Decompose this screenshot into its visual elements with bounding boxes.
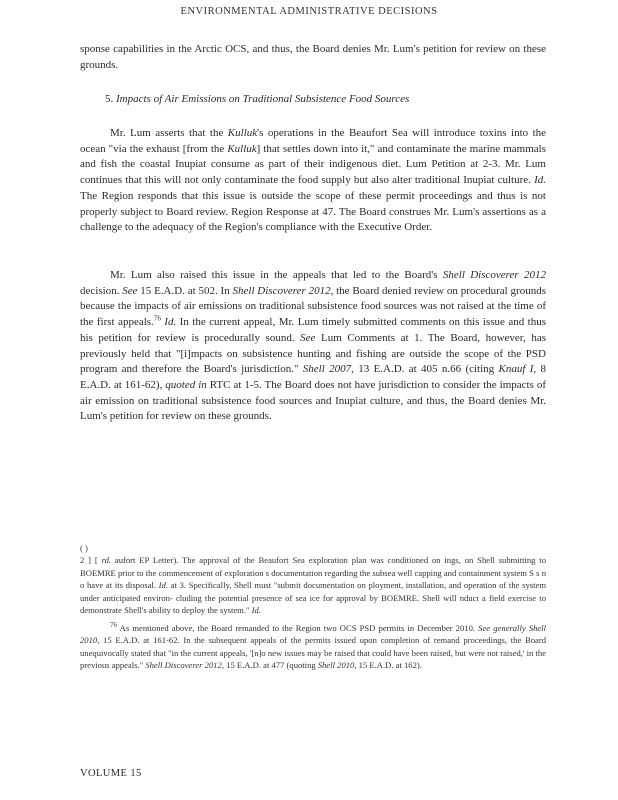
citation-signal: Id. — [158, 580, 168, 591]
text-run: 2 ] [ — [80, 555, 102, 566]
paragraph-lum-assertions — [80, 126, 546, 236]
text-run: rd. — [101, 555, 112, 566]
volume-footer: VOLUME 15 — [80, 768, 142, 779]
citation-signal: Id. — [164, 316, 177, 329]
citation-signal: See — [122, 284, 138, 297]
text-run: 's operations in the Beaufort Sea will introduce toxins into the ocean "via the exhaust [from the — [80, 127, 547, 155]
section-number: 5. — [105, 93, 114, 105]
vessel-name: Kulluk — [227, 142, 257, 155]
text-run: , 15 E.A.D. at 477 (quoting — [221, 660, 318, 671]
text-run: As mentioned above, the Board remanded to the Region two OCS PSD permits in December 2010. — [117, 623, 479, 633]
text-run: Mr. Lum also raised this issue in the appeals that led to the Board's — [110, 269, 443, 281]
text-run: decision. — [80, 284, 123, 297]
citation-signal: Id. — [251, 605, 261, 616]
text-run: The Region responds that this issue is outside the scope of these permit proceedings and thus is not properly subject to Board review. Region Response at 47. The Board construes Mr. Lum's assertions as a challenge to the adequacy of the Region's compliance with the Executive Order. — [80, 189, 546, 234]
paragraph-prior-appeals — [80, 268, 546, 425]
case-name: Knauf I — [498, 363, 534, 376]
case-name: Shell 2010 — [317, 660, 355, 671]
citation-signal: quoted in — [165, 378, 207, 391]
text-run: , 15 E.A.D. at 162). — [354, 660, 422, 671]
paragraph-continued — [80, 42, 546, 73]
text-run: , the Board denied review on procedural grounds because the impacts of air emissions on traditional subsistence food sources was not raised at the time of the first appeals. — [80, 284, 546, 329]
footnote-reference[interactable]: 76 — [153, 314, 161, 323]
text-run: , 15 E.A.D. at 161-62. In the subsequent appeals of the permits issued upon completion of remand proceedings, the Board unequivocally stated that "in the current appeals, '[n]o new issues may be raised that could have been raised, but were not raised,' in the previous appeals." — [80, 635, 546, 671]
case-name: Shell Discoverer 2012 — [145, 660, 222, 671]
section-title: Impacts of Air Emissions on Traditional Subsistence Food Sources — [116, 93, 410, 105]
case-name: Shell Discoverer 2012 — [442, 269, 546, 281]
text-run: RTC at 1-5. The Board does not have jurisdiction to consider the impacts of air emission on traditional subsistence food sources and Inupiat culture, and thus, the Board denies Mr. Lum's petition for review on these grounds. — [80, 378, 546, 423]
citation-signal: See — [300, 331, 316, 344]
text-run: ] that settles down into it," and contaminate the marine mammals and fish the coastal Inupiat consume as part of their indigenous diet. Lum Petition at 2-3. Mr. Lum continues that this will not only contaminate the food supply but also alter traditional Inupiat culture. — [80, 142, 546, 187]
text-run: at 3. Specifically, Shell must "submit documentation on ployment, installation, and operation of the system under anticipated environ- cluding the potential presence of sea ice for approval by BOEMRE. Shell will nduct a field exercise to demonstrate Shell's ability to deploy the system." — [80, 580, 547, 616]
text-run: ( ) — [80, 543, 88, 553]
footnote-76 — [80, 622, 546, 672]
citation-signal: Id. — [534, 174, 546, 187]
footnote-continued — [80, 542, 546, 616]
text-run: , 8 E.A.D. at 161-62), — [80, 363, 547, 391]
citation-signal: See generally Shell 2010 — [80, 623, 547, 646]
text-run: 15 E.A.D. at 502. In — [137, 284, 233, 297]
paragraph-text: sponse capabilities in the Arctic OCS, and thus, the Board denies Mr. Lum's petition for review on these grounds. — [80, 43, 546, 71]
vessel-name: Kulluk — [227, 127, 258, 139]
text-run: In the current appeal, Mr. Lum timely submitted comments on this issue and thus his petition for review is procedurally sound. — [80, 316, 546, 344]
case-name: Shell Discoverer 2012 — [232, 284, 331, 297]
section-heading — [105, 92, 525, 107]
text-run: Lum Comments at 1. The Board, however, has previously held that "[i]mpacts on subsistence hunting and fishing are outside the scope of the PSD program and therefore the Board's jurisdiction." — [80, 331, 547, 376]
footnote-number: 76 — [110, 621, 117, 630]
text-run: aufort EP Letter). The approval of the Beaufort Sea exploration plan was conditioned on ings, on Shell submitting to BOEMRE prior to the commencement of exploration s documentation regarding the subsea well capping and containment system S s n o have at its disposal. — [80, 555, 546, 591]
text-run: Mr. Lum asserts that the — [110, 127, 228, 139]
text-run: , 13 E.A.D. at 405 n.66 (citing — [351, 363, 499, 376]
running-head: ENVIRONMENTAL ADMINISTRATIVE DECISIONS — [180, 6, 438, 17]
case-name: Shell 2007 — [302, 363, 352, 376]
